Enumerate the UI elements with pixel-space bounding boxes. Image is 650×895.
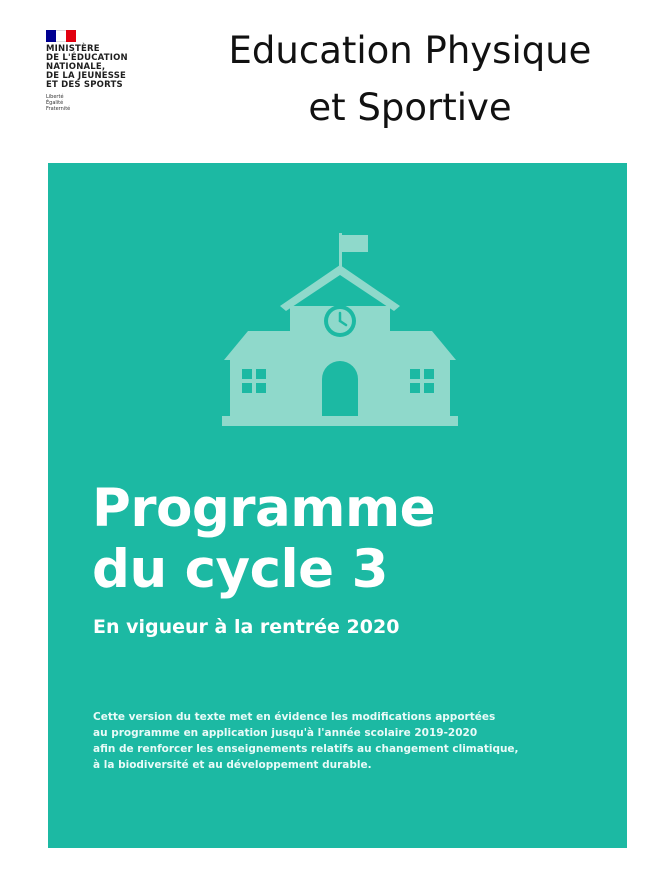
- program-description: Cette version du texte met en évidence les modifications apportées au programme en application jusqu'à l'année scolaire 2019-2020 afin de renforcer les enseignements relatifs au changement climatique, à la biodiversité et au développement durable.: [93, 711, 519, 771]
- program-subtitle: En vigueur à la rentrée 2020: [93, 616, 400, 638]
- program-cover: [48, 163, 627, 848]
- school-building-icon: [222, 233, 458, 429]
- program-title: Programme du cycle 3: [92, 478, 436, 600]
- ministry-logo: [46, 30, 176, 112]
- ministry-name: MINISTÈRE DE L'ÉDUCATION NATIONALE, DE LA JEUNESSE ET DES SPORTS: [46, 44, 128, 90]
- page-title: Education Physique et Sportive: [228, 29, 592, 129]
- french-flag-icon: [46, 30, 76, 42]
- republic-motto: Liberté Égalité Fraternité: [46, 94, 71, 112]
